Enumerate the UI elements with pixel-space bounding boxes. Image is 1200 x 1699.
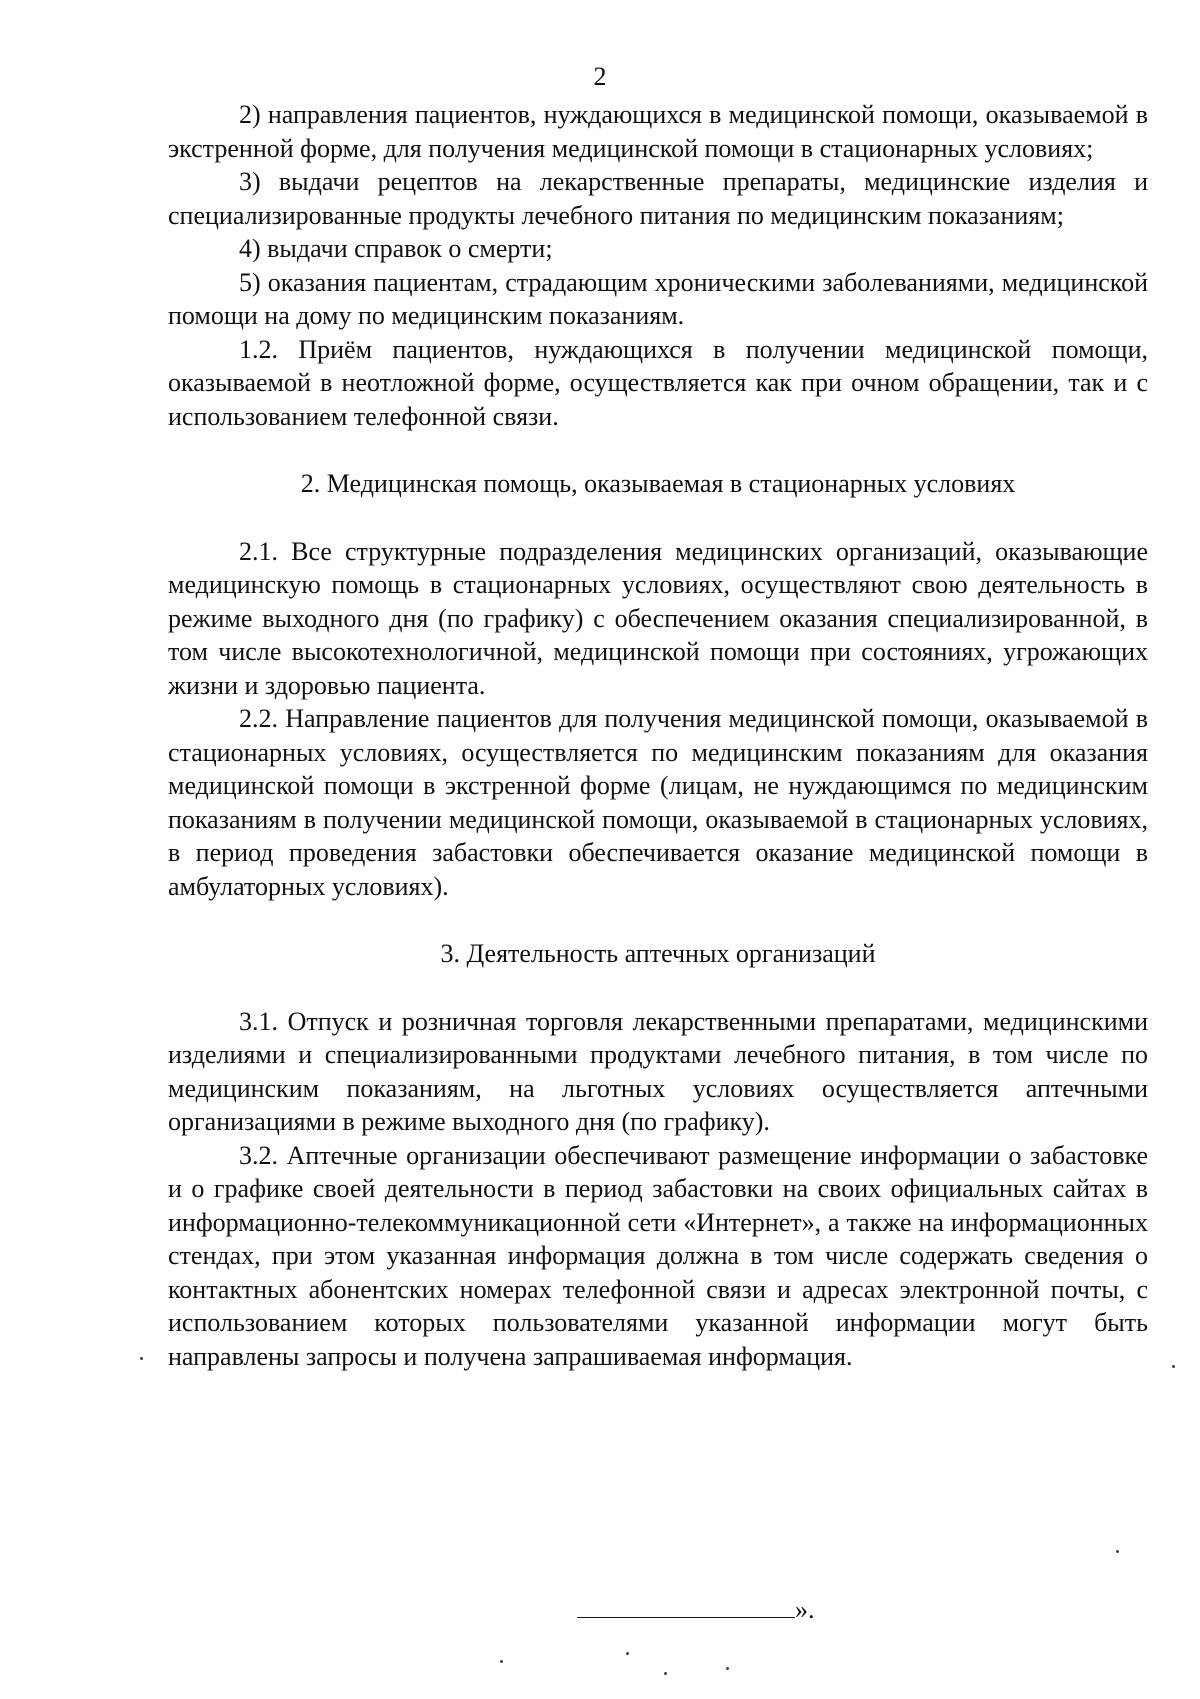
section-3-title: 3. Деятельность аптечных организаций xyxy=(440,939,876,968)
document-body xyxy=(168,98,1148,1373)
scan-speck xyxy=(664,1672,667,1675)
scan-speck xyxy=(1172,1365,1175,1368)
paragraph-3-1: 3.1. Отпуск и розничная торговля лекарственными препаратами, медицинскими изделиями и специализированными продуктами лечебного питания, в том числе по медицинским показаниям, на льготных условиях осуществляется аптечными организациями в режиме выходного дня (по графику). xyxy=(168,1006,1148,1136)
signature-rule xyxy=(577,1595,795,1618)
scan-speck xyxy=(500,1660,503,1663)
paragraph-item-5: 5) оказания пациентам, страдающим хроническими заболеваниями, медицинской помощи на дому по медицинским показаниям. xyxy=(168,267,1148,330)
paragraph-2-2: 2.2. Направление пациентов для получения медицинской помощи, оказываемой в стационарных условиях, осуществляется по медицинским показаниям для оказания медицинской помощи в экстренной форме (лицам, не нуждающимся по медицинским показаниям в получении медицинской помощи, оказываемой в стационарных условиях, в период проведения забастовки обеспечивается оказание медицинской помощи в амбулаторных условиях). xyxy=(168,704,1148,901)
paragraph-3-2: 3.2. Аптечные организации обеспечивают размещение информации о забастовке и о графике своей деятельности в период забастовки на своих официальных сайтах в информационно-телекоммуникационной сети «Интернет», а также на информационных стендах, при этом указанная информация должна в том числе содержать сведения о контактных абонентских номерах телефонной связи и адресах электронной почты, с использованием которых пользователями указанной информации могут быть направлены запросы и получена запрашиваемая информация. xyxy=(168,1140,1148,1371)
scan-speck xyxy=(626,1652,629,1655)
closing-line xyxy=(577,1595,815,1625)
paragraph-1-2: 1.2. Приём пациентов, нуждающихся в получении медицинской помощи, оказываемой в неотложной форме, осуществляется как при очном обращении, так и с использованием телефонной связи. xyxy=(168,334,1148,431)
paragraph-item-4: 4) выдачи справок о смерти; xyxy=(239,234,553,263)
scan-speck xyxy=(726,1667,729,1670)
paragraph-item-3: 3) выдачи рецептов на лекарственные препараты, медицинские изделия и специализированные продукты лечебного питания по медицинским показаниям; xyxy=(168,167,1148,230)
paragraph-2-1: 2.1. Все структурные подразделения медицинских организаций, оказывающие медицинскую помощь в стационарных условиях, осуществляют свою деятельность в режиме выходного дня (по графику) с обеспечением оказания специализированной, в том числе высокотехнологичной, медицинской помощи при состояниях, угрожающих жизни и здоровью пациента. xyxy=(168,536,1148,700)
page-number: 2 xyxy=(593,62,607,91)
paragraph-item-2: 2) направления пациентов, нуждающихся в медицинской помощи, оказываемой в экстренной форме, для получения медицинской помощи в стационарных условиях; xyxy=(168,100,1148,163)
scan-speck xyxy=(1116,1550,1119,1553)
scan-speck xyxy=(140,1357,143,1360)
section-2-title: 2. Медицинская помощь, оказываемая в стационарных условиях xyxy=(300,469,1016,498)
closing-quote: ». xyxy=(795,1595,815,1624)
